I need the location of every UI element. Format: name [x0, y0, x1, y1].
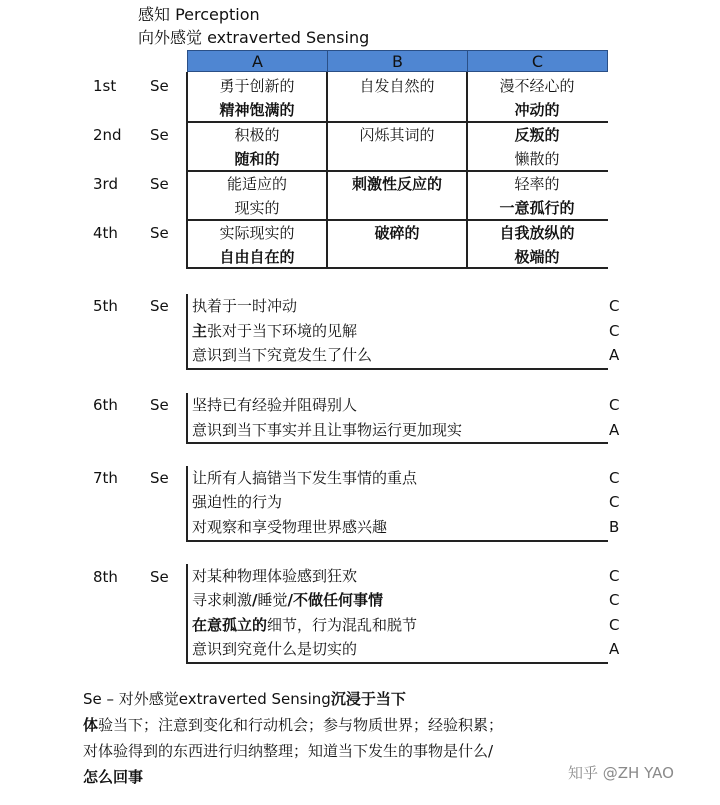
- rank-label: 3rd: [93, 175, 118, 193]
- list-item: 坚持已有经验并阻碍别人: [192, 396, 358, 414]
- rank-label: 5th: [93, 297, 118, 315]
- rank-label: 2nd: [93, 126, 122, 144]
- watermark: 知乎 @ZH YAO: [568, 764, 674, 782]
- summary-line: 对体验得到的东西进行归纳整理；知道当下发生的事物是什么/: [83, 742, 494, 760]
- cell-c: 轻率的 一意孤行的: [499, 175, 575, 217]
- summary-line: Se – 对外感觉extraverted Sensing沉浸于当下: [83, 690, 406, 708]
- rank-label: 8th: [93, 568, 118, 586]
- rank-label: 1st: [93, 77, 117, 95]
- cell-a: 能适应的 现实的: [226, 175, 287, 217]
- title-perception: 感知 Perception: [138, 5, 260, 24]
- summary-line: 体验当下；注意到变化和行动机会；参与物质世界；经验积累；: [83, 716, 504, 734]
- cell-a: 积极的 随和的: [234, 126, 280, 168]
- cell-c: 反叛的 懒散的: [514, 126, 560, 168]
- type-label: Se: [150, 297, 169, 315]
- list-item: 在意孤立的细节，行为混乱和脱节: [192, 616, 418, 634]
- item-code: C: [609, 469, 620, 487]
- group-left-border: [186, 564, 188, 663]
- item-code: C: [609, 493, 620, 511]
- group-bottom-border: [186, 662, 608, 664]
- column-header-b: B: [327, 50, 468, 72]
- type-label: Se: [150, 568, 169, 586]
- item-code: A: [609, 640, 620, 658]
- group-bottom-border: [186, 540, 608, 542]
- list-item: 强迫性的行为: [192, 493, 283, 511]
- item-code: C: [609, 591, 620, 609]
- cell-a: 实际现实的 自由自在的: [219, 224, 295, 266]
- group-left-border: [186, 466, 188, 541]
- cell-b: 刺激性反应的: [351, 175, 442, 193]
- type-label: Se: [150, 126, 169, 144]
- column-header-a: A: [187, 50, 328, 72]
- item-code: C: [609, 396, 620, 414]
- rank-label: 4th: [93, 224, 118, 242]
- list-item: 意识到当下事实并且让事物运行更加现实: [192, 421, 463, 439]
- column-header-c: C: [467, 50, 608, 72]
- cell-c: 自我放纵的 极端的: [499, 224, 575, 266]
- group-left-border: [186, 294, 188, 369]
- type-label: Se: [150, 224, 169, 242]
- type-label: Se: [150, 175, 169, 193]
- cell-b: 闪烁其词的: [359, 126, 435, 144]
- cell-b: 破碎的: [374, 224, 420, 242]
- summary-line: 怎么回事: [83, 768, 144, 786]
- list-item: 对观察和享受物理世界感兴趣: [192, 518, 388, 536]
- item-code: C: [609, 567, 620, 585]
- list-item: 对某种物理体验感到狂欢: [192, 567, 358, 585]
- type-label: Se: [150, 77, 169, 95]
- cell-b: 自发自然的: [359, 77, 435, 95]
- type-label: Se: [150, 396, 169, 414]
- group-bottom-border: [186, 442, 608, 444]
- item-code: A: [609, 421, 620, 439]
- list-item: 寻求刺激/睡觉/不做任何事情: [192, 591, 383, 609]
- item-code: A: [609, 346, 620, 364]
- title-extraverted-sensing: 向外感觉 extraverted Sensing: [138, 28, 370, 47]
- type-label: Se: [150, 469, 169, 487]
- group-bottom-border: [186, 368, 608, 370]
- group-left-border: [186, 393, 188, 443]
- cell-a: 勇于创新的 精神饱满的: [219, 77, 295, 119]
- list-item: 执着于一时冲动: [192, 297, 298, 315]
- list-item: 让所有人搞错当下发生事情的重点: [192, 469, 418, 487]
- item-code: C: [609, 322, 620, 340]
- rank-label: 6th: [93, 396, 118, 414]
- item-code: C: [609, 616, 620, 634]
- list-item: 主张对于当下环境的见解: [192, 322, 358, 340]
- rank-label: 7th: [93, 469, 118, 487]
- list-item: 意识到究竟什么是切实的: [192, 640, 358, 658]
- item-code: B: [609, 518, 620, 536]
- list-item: 意识到当下究竟发生了什么: [192, 346, 373, 364]
- cell-c: 漫不经心的 冲动的: [499, 77, 575, 119]
- item-code: C: [609, 297, 620, 315]
